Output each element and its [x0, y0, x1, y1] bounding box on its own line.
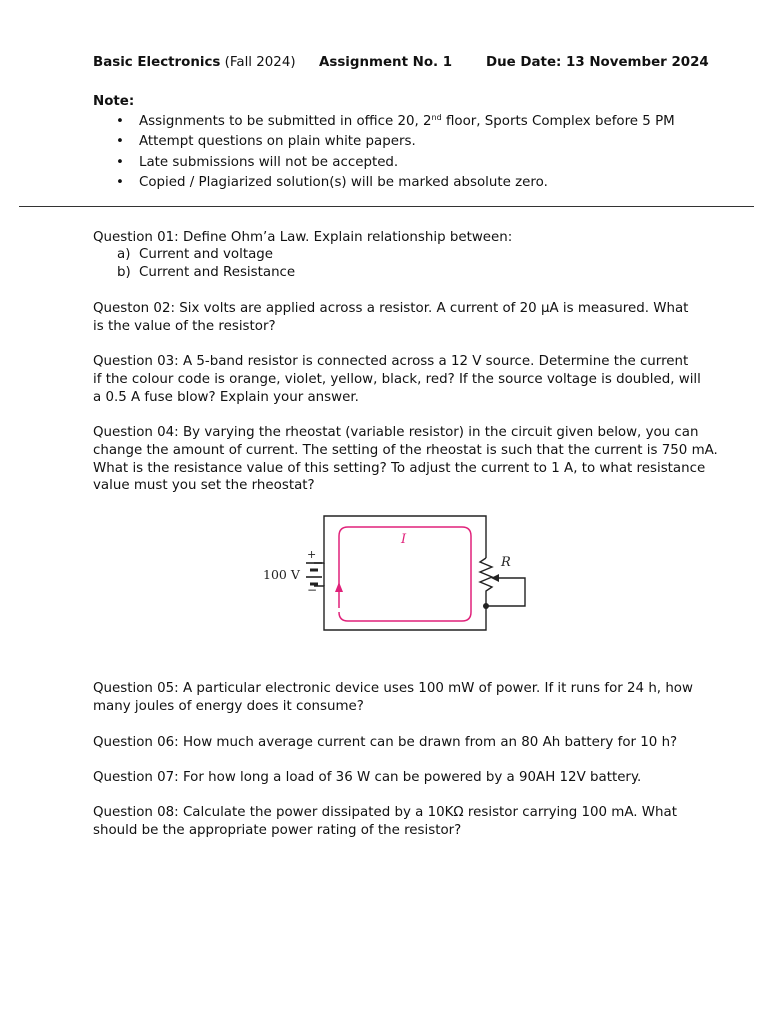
top-wire [314, 516, 486, 563]
question-07 [93, 769, 693, 787]
question-04 [93, 424, 718, 495]
question-line: value must you set the rheostat? [93, 478, 315, 494]
wiper-arrowhead [491, 574, 499, 582]
current-label: I [401, 532, 407, 547]
current-arrow-icon [335, 582, 343, 592]
sub-label: a) [117, 247, 131, 262]
junction-dot [483, 603, 489, 609]
sub-text: Current and voltage [139, 247, 274, 262]
rheostat-zigzag [480, 558, 492, 606]
question-line: many joules of energy does it consume? [93, 698, 364, 714]
question-line: Question 03: A 5-band resistor is connected across a 12 V source. Determine the current [93, 354, 689, 369]
circuit-wires [314, 516, 525, 630]
plus-sign: + [307, 548, 317, 561]
note-item [113, 134, 675, 154]
sub-text: Current and Resistance [139, 265, 296, 280]
bullet: • [116, 134, 124, 150]
question-line: Question 05: A particular electronic device uses 100 mW of power. If it runs for 24 h, how [93, 681, 693, 696]
question-line: Question 04: By varying the rheostat (variable resistor) in the circuit given below, you can [93, 425, 699, 440]
question-line: if the colour code is orange, violet, yellow, black, red? If the source voltage is doubled, will [93, 371, 701, 387]
question-line: Question 07: For how long a load of 36 W can be powered by a 90AH 12V battery. [93, 770, 642, 785]
question-03 [93, 353, 701, 406]
note-item [113, 114, 675, 134]
question-line: Question 06: How much average current can be drawn from an 80 Ah battery for 10 h? [93, 735, 678, 750]
bullet: • [116, 174, 124, 190]
note-superscript: nd [431, 113, 442, 122]
sub-label: b) [117, 265, 131, 280]
due-date: Due Date: 13 November 2024 [486, 55, 709, 70]
question-05 [93, 680, 693, 716]
question-line: change the amount of current. The setting of the rheostat is such that the current is 750 mA. [93, 442, 718, 458]
note-text: Late submissions will not be accepted. [139, 154, 399, 170]
resistor-label: R [501, 555, 511, 570]
question-line: a 0.5 A fuse blow? Explain your answer. [93, 389, 359, 405]
note-text-cont: floor, Sports Complex before 5 PM [441, 114, 675, 129]
note-text: Copied / Plagiarized solution(s) will be marked absolute zero. [139, 174, 548, 190]
rheostat-circuit-diagram [255, 508, 535, 636]
question-01-text: Question 01: Define Ohm’a Law. Explain relationship between: [93, 230, 513, 245]
bottom-wire [314, 586, 486, 630]
question-02 [93, 300, 693, 336]
question-line: Queston 02: Six volts are applied across a resistor. A current of 20 µA is measured. What [93, 301, 689, 316]
note-item [113, 155, 675, 175]
wiper-wire [486, 578, 525, 606]
question-08 [93, 804, 693, 840]
source-voltage-label: 100 V [263, 567, 300, 582]
question-01 [93, 229, 693, 247]
bullet: • [116, 114, 124, 129]
question-06 [93, 734, 693, 752]
course-term: (Fall 2024) [220, 55, 296, 70]
note-list [113, 114, 675, 195]
battery-symbol [306, 563, 322, 584]
question-line: What is the resistance value of this setting? To adjust the current to 1 A, to what resistance [93, 460, 706, 476]
section-divider [19, 206, 754, 207]
note-item [113, 175, 675, 195]
course-name: Basic Electronics [93, 55, 221, 70]
question-line: is the value of the resistor? [93, 318, 276, 334]
note-title: Note: [93, 94, 135, 109]
minus-sign: − [307, 583, 318, 597]
course-title [93, 55, 296, 70]
assignment-number: Assignment No. 1 [319, 55, 453, 70]
question-line: should be the appropriate power rating of the resistor? [93, 822, 462, 838]
question-01-sub-b [117, 265, 295, 280]
bullet: • [116, 154, 124, 170]
question-line: Question 08: Calculate the power dissipated by a 10KΩ resistor carrying 100 mA. What [93, 805, 677, 820]
note-text: Attempt questions on plain white papers. [139, 134, 416, 150]
note-text: Assignments to be submitted in office 20, 2 [139, 114, 432, 129]
question-01-sub-a [117, 247, 273, 262]
